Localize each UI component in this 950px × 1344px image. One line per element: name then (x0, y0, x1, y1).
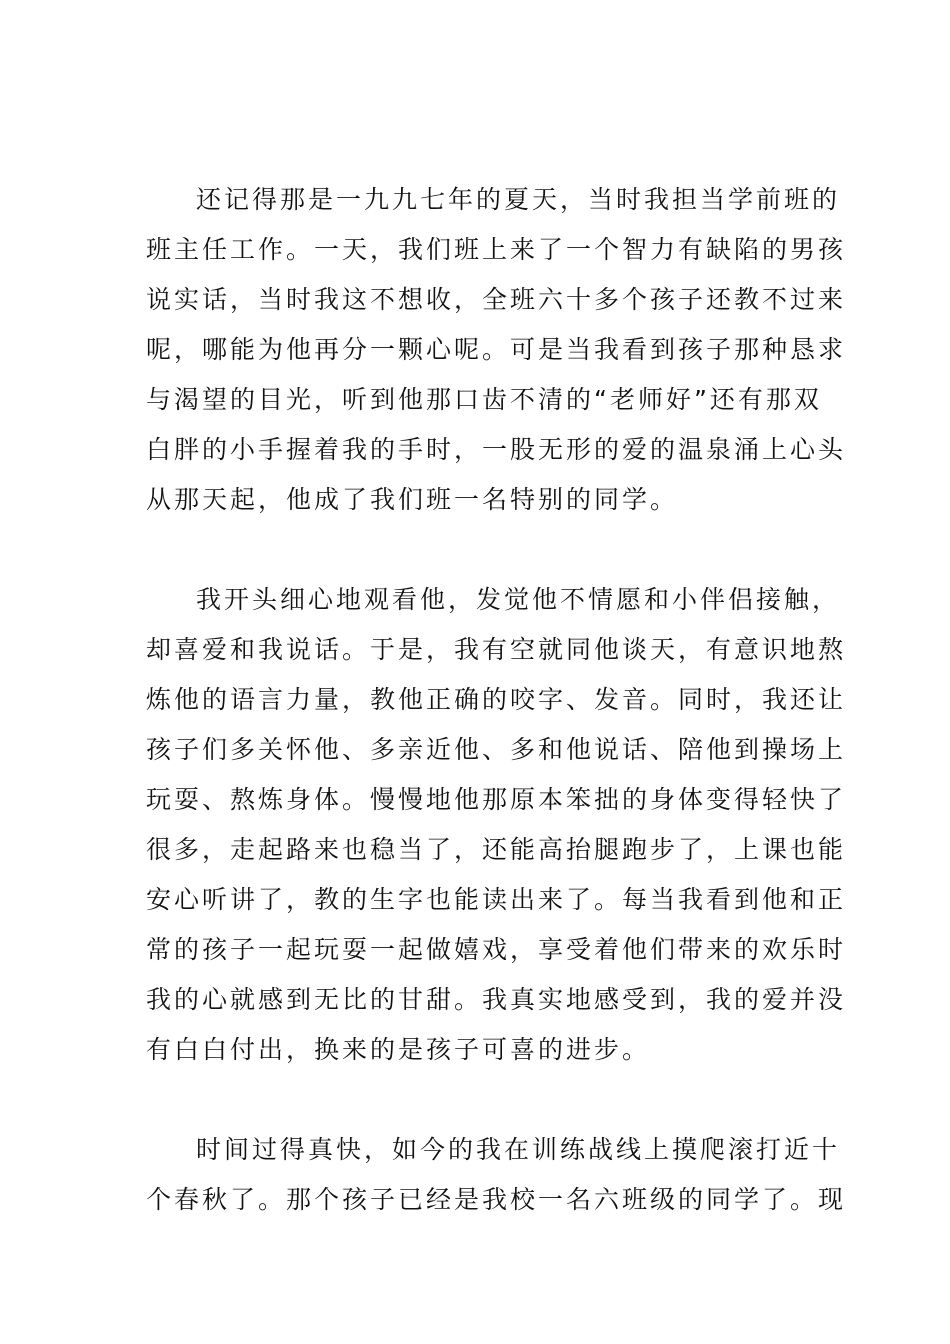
text-line: 呢，哪能为他再分一颗心呢。可是当我看到孩子那种恳求 (146, 335, 847, 364)
text-line: 白胖的小手握着我的手时，一股无形的爱的温泉涌上心头 (146, 435, 847, 464)
text-line: 孩子们多关怀他、多亲近他、多和他说话、陪他到操场上 (146, 735, 847, 764)
text-line: 我的心就感到无比的甘甜。我真实地感受到，我的爱并没 (146, 985, 847, 1014)
text-line: 个春秋了。那个孩子已经是我校一名六班级的同学了。现 (146, 1185, 847, 1214)
text-line: 时间过得真快，如今的我在训练战线上摸爬滚打近十 (196, 1135, 841, 1164)
text-line: 炼他的语言力量，教他正确的咬字、发音。同时，我还让 (146, 685, 847, 714)
text-line: 与渴望的目光，听到他那口齿不清的“老师好”还有那双 (146, 385, 822, 414)
paragraph (146, 175, 847, 525)
text-line: 却喜爱和我说话。于是，我有空就同他谈天，有意识地熬 (146, 635, 847, 664)
paragraph (146, 575, 847, 1075)
text-line: 很多，走起路来也稳当了，还能高抬腿跑步了，上课也能 (146, 835, 847, 864)
text-line: 玩耍、熬炼身体。慢慢地他那原本笨拙的身体变得轻快了 (146, 785, 847, 814)
text-line: 安心听讲了，教的生字也能读出来了。每当我看到他和正 (146, 885, 847, 914)
text-line: 有白白付出，换来的是孩子可喜的进步。 (146, 1035, 651, 1064)
text-line: 常的孩子一起玩耍一起做嬉戏，享受着他们带来的欢乐时 (146, 935, 847, 964)
text-line: 还记得那是一九九七年的夏天，当时我担当学前班的 (196, 185, 841, 214)
text-line: 我开头细心地观看他，发觉他不情愿和小伴侣接触， (196, 585, 841, 614)
text-line: 从那天起，他成了我们班一名特别的同学。 (146, 485, 679, 514)
text-line: 说实话，当时我这不想收，全班六十多个孩子还教不过来 (146, 285, 847, 314)
text-line: 班主任工作。一天，我们班上来了一个智力有缺陷的男孩 (146, 235, 847, 264)
paragraph (146, 1125, 847, 1225)
